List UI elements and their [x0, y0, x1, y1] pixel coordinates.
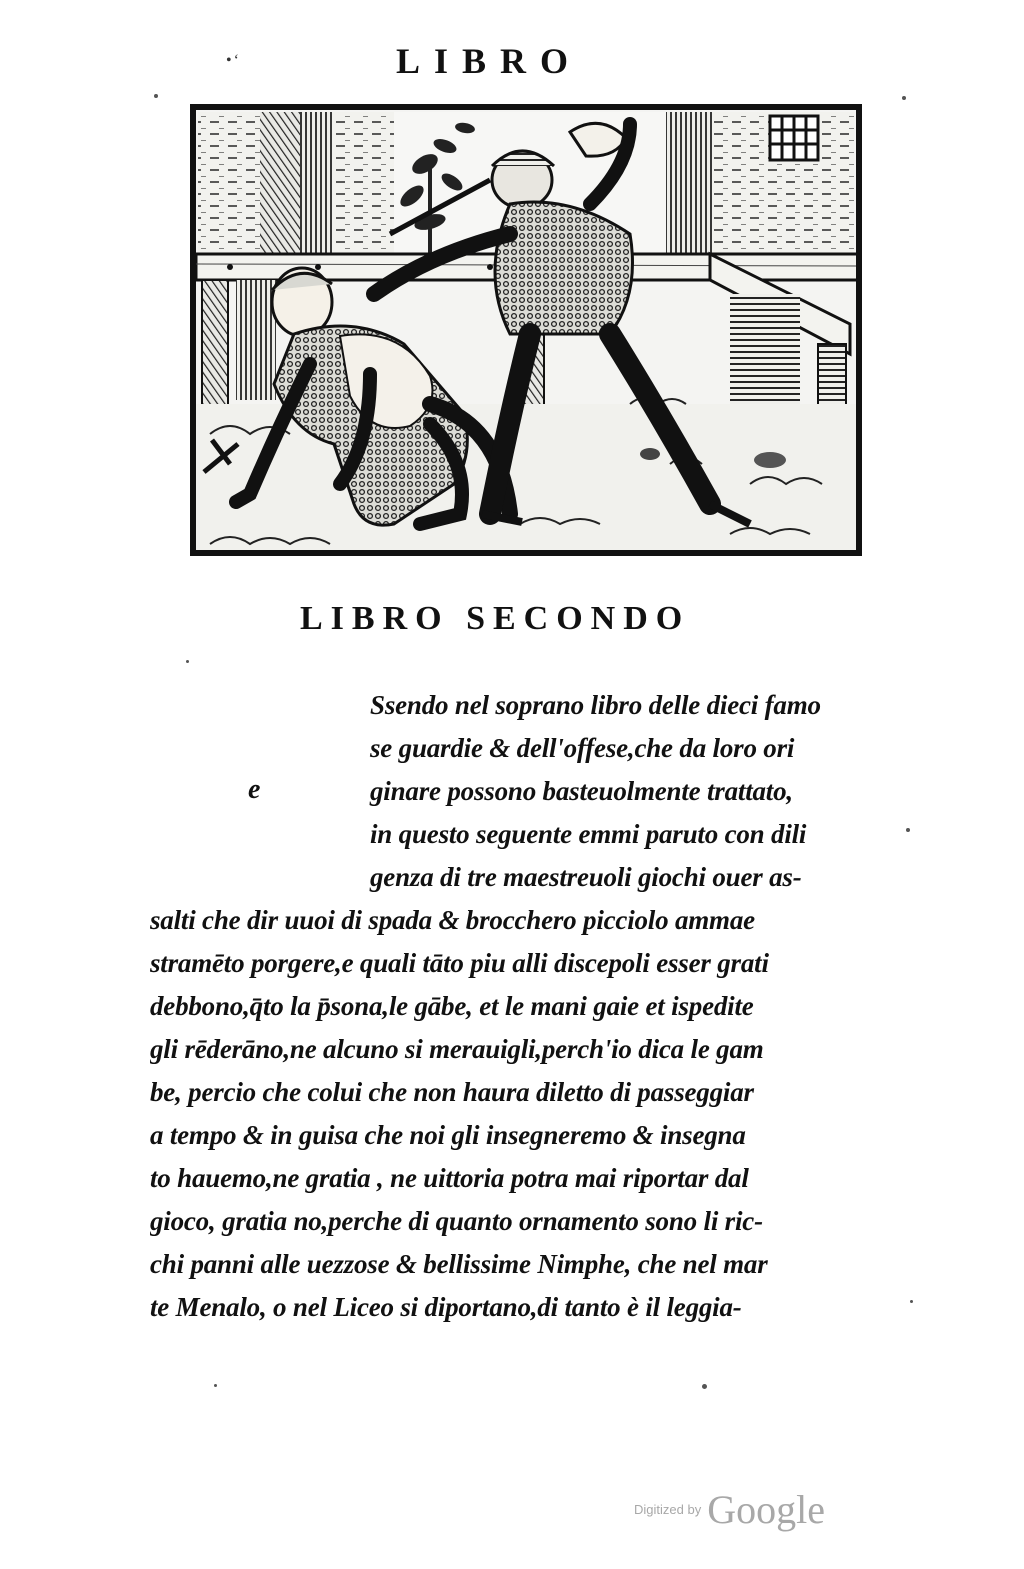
text-line: to hauemo,ne gratia , ne uittoria potra mai riportar dal [150, 1163, 749, 1193]
print-speck [702, 1384, 707, 1389]
print-speck [910, 1300, 913, 1303]
stone-pillar-right [666, 112, 712, 260]
watermark-brand: Google [707, 1487, 825, 1532]
running-head: LIBRO [396, 41, 583, 81]
woodcut-illustration [190, 104, 862, 556]
text-line: a tempo & in guisa che noi gli insegneremo & insegna [150, 1120, 746, 1150]
text-line: salti che dir uuoi di spada & brocchero picciolo ammae [150, 905, 755, 935]
text-line: gli rēderāno,ne alcuno si merauigli,perch'io dica le gam [150, 1034, 764, 1064]
print-speck [154, 94, 158, 98]
text-line: te Menalo, o nel Liceo si diportano,di tanto è il leggia- [150, 1292, 742, 1322]
text-line: be, percio che colui che non haura diletto di passeggiar [150, 1077, 754, 1107]
brick-wall-left [198, 112, 260, 260]
text-line: genza di tre maestreuoli giochi ouer as- [370, 862, 802, 892]
text-line: stramēto porgere,e quali tāto piu alli discepoli esser grati [150, 948, 769, 978]
google-watermark [634, 1486, 825, 1533]
section-title: LIBRO SECONDO [300, 600, 691, 637]
text-line: se guardie & dell'offese,che da loro ori [370, 733, 795, 763]
text-line: chi panni alle uezzose & bellissime Nimphe, che nel mar [150, 1249, 768, 1279]
print-speck [902, 96, 906, 100]
watermark-prefix: Digitized by [634, 1502, 702, 1517]
print-speck [214, 1384, 217, 1387]
print-speck [186, 660, 189, 663]
print-speck [906, 828, 910, 832]
text-line: Ssendo nel soprano libro delle dieci famo [370, 690, 821, 720]
stone-pillar-left [260, 112, 300, 260]
brick-wall-center [332, 112, 394, 260]
text-line: ginare possono basteuolmente trattato, [370, 776, 793, 806]
dark-pillar [300, 112, 332, 260]
body-text [150, 684, 890, 1329]
text-line: debbono,q̄to la p̄sona,le gābe, et le mani gaie et ispedite [150, 991, 754, 1021]
text-line: gioco, gratia no,perche di quanto ornamento sono li ric- [150, 1206, 763, 1236]
text-line: in questo seguente emmi paruto con dili [370, 819, 807, 849]
marginal-letter: e [248, 774, 261, 805]
page-mark: •‘ [226, 52, 241, 69]
